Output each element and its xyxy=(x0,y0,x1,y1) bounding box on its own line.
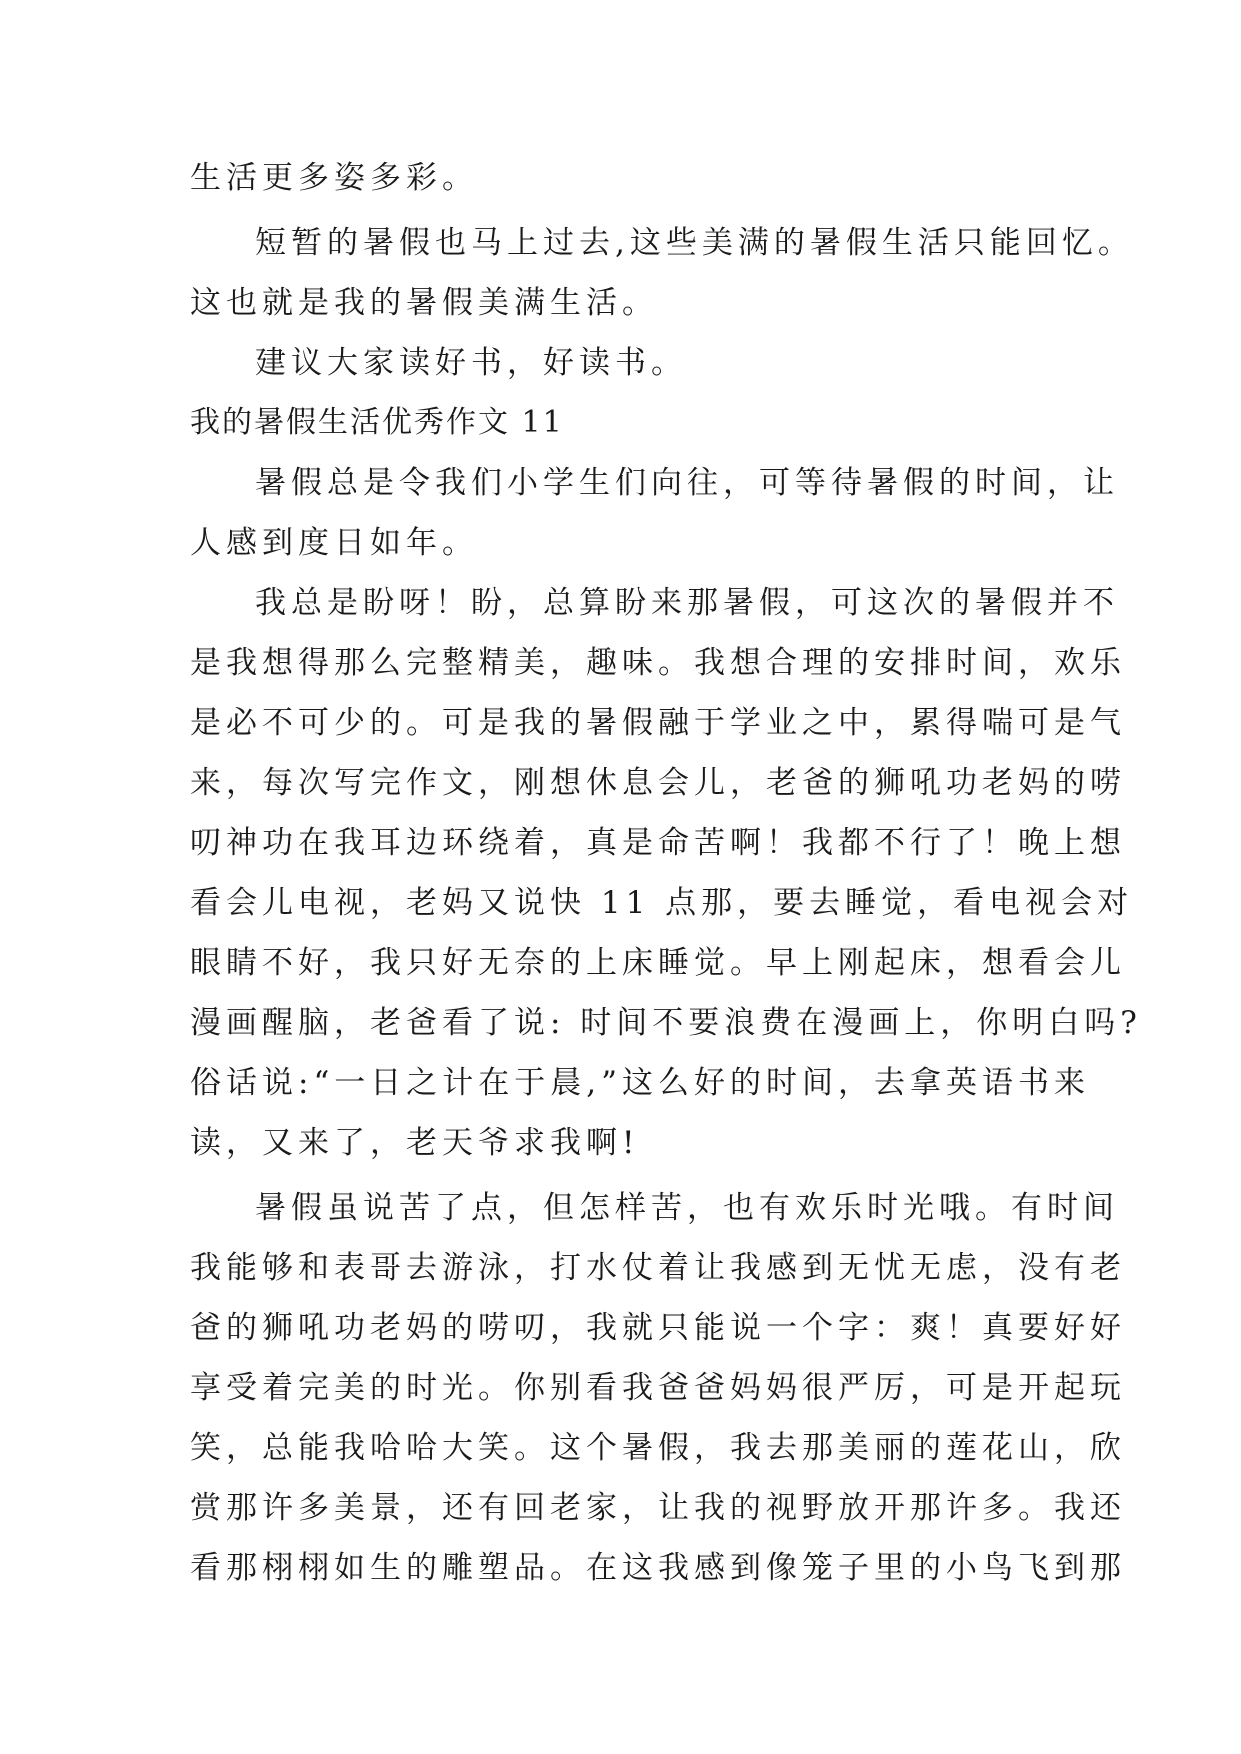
text-line: 享受着完美的时光。你别看我爸爸妈妈很严厉，可是开起玩 xyxy=(190,1370,1126,1406)
text-line: 这也就是我的暑假美满生活。 xyxy=(190,285,658,321)
text-line: 看会儿电视，老妈又说快 11 点那，要去睡觉，看电视会对 xyxy=(190,885,1134,921)
paragraph-line: 暑假虽说苦了点，但怎样苦，也有欢乐时光哦。有时间 xyxy=(255,1190,1119,1226)
text-line: 人感到度日如年。 xyxy=(190,525,478,561)
section-heading: 我的暑假生活优秀作文 11 xyxy=(190,405,564,440)
text-line: 读，又来了，老天爷求我啊! xyxy=(190,1125,640,1161)
text-line: 我能够和表哥去游泳，打水仗着让我感到无忧无虑，没有老 xyxy=(190,1250,1126,1286)
text-line: 是我想得那么完整精美，趣味。我想合理的安排时间，欢乐 xyxy=(190,645,1126,681)
text-line: 来，每次写完作文，刚想休息会儿，老爸的狮吼功老妈的唠 xyxy=(190,765,1126,801)
text-line: 爸的狮吼功老妈的唠叨，我就只能说一个字：爽！真要好好 xyxy=(190,1310,1126,1346)
text-line: 眼睛不好，我只好无奈的上床睡觉。早上刚起床，想看会儿 xyxy=(190,945,1126,981)
paragraph-line: 暑假总是令我们小学生们向往，可等待暑假的时间，让 xyxy=(255,465,1119,501)
text-line: 赏那许多美景，还有回老家，让我的视野放开那许多。我还 xyxy=(190,1490,1126,1526)
paragraph-line: 短暂的暑假也马上过去,这些美满的暑假生活只能回忆。 xyxy=(255,225,1134,261)
text-line: 看那栩栩如生的雕塑品。在这我感到像笼子里的小鸟飞到那 xyxy=(190,1550,1126,1586)
paragraph-line: 建议大家读好书，好读书。 xyxy=(255,345,687,381)
text-line: 生活更多姿多彩。 xyxy=(190,160,478,196)
text-line: 是必不可少的。可是我的暑假融于学业之中，累得喘可是气 xyxy=(190,705,1126,741)
text-line: 叨神功在我耳边环绕着，真是命苦啊！我都不行了！晚上想 xyxy=(190,825,1126,861)
text-line: 漫画醒脑，老爸看了说: 时间不要浪费在漫画上，你明白吗? xyxy=(190,1005,1142,1041)
text-line: 笑，总能我哈哈大笑。这个暑假，我去那美丽的莲花山，欣 xyxy=(190,1430,1126,1466)
paragraph-line: 我总是盼呀！盼，总算盼来那暑假，可这次的暑假并不 xyxy=(255,585,1119,621)
text-line: 俗话说:“一日之计在于晨,”这么好的时间，去拿英语书来 xyxy=(190,1065,1090,1101)
